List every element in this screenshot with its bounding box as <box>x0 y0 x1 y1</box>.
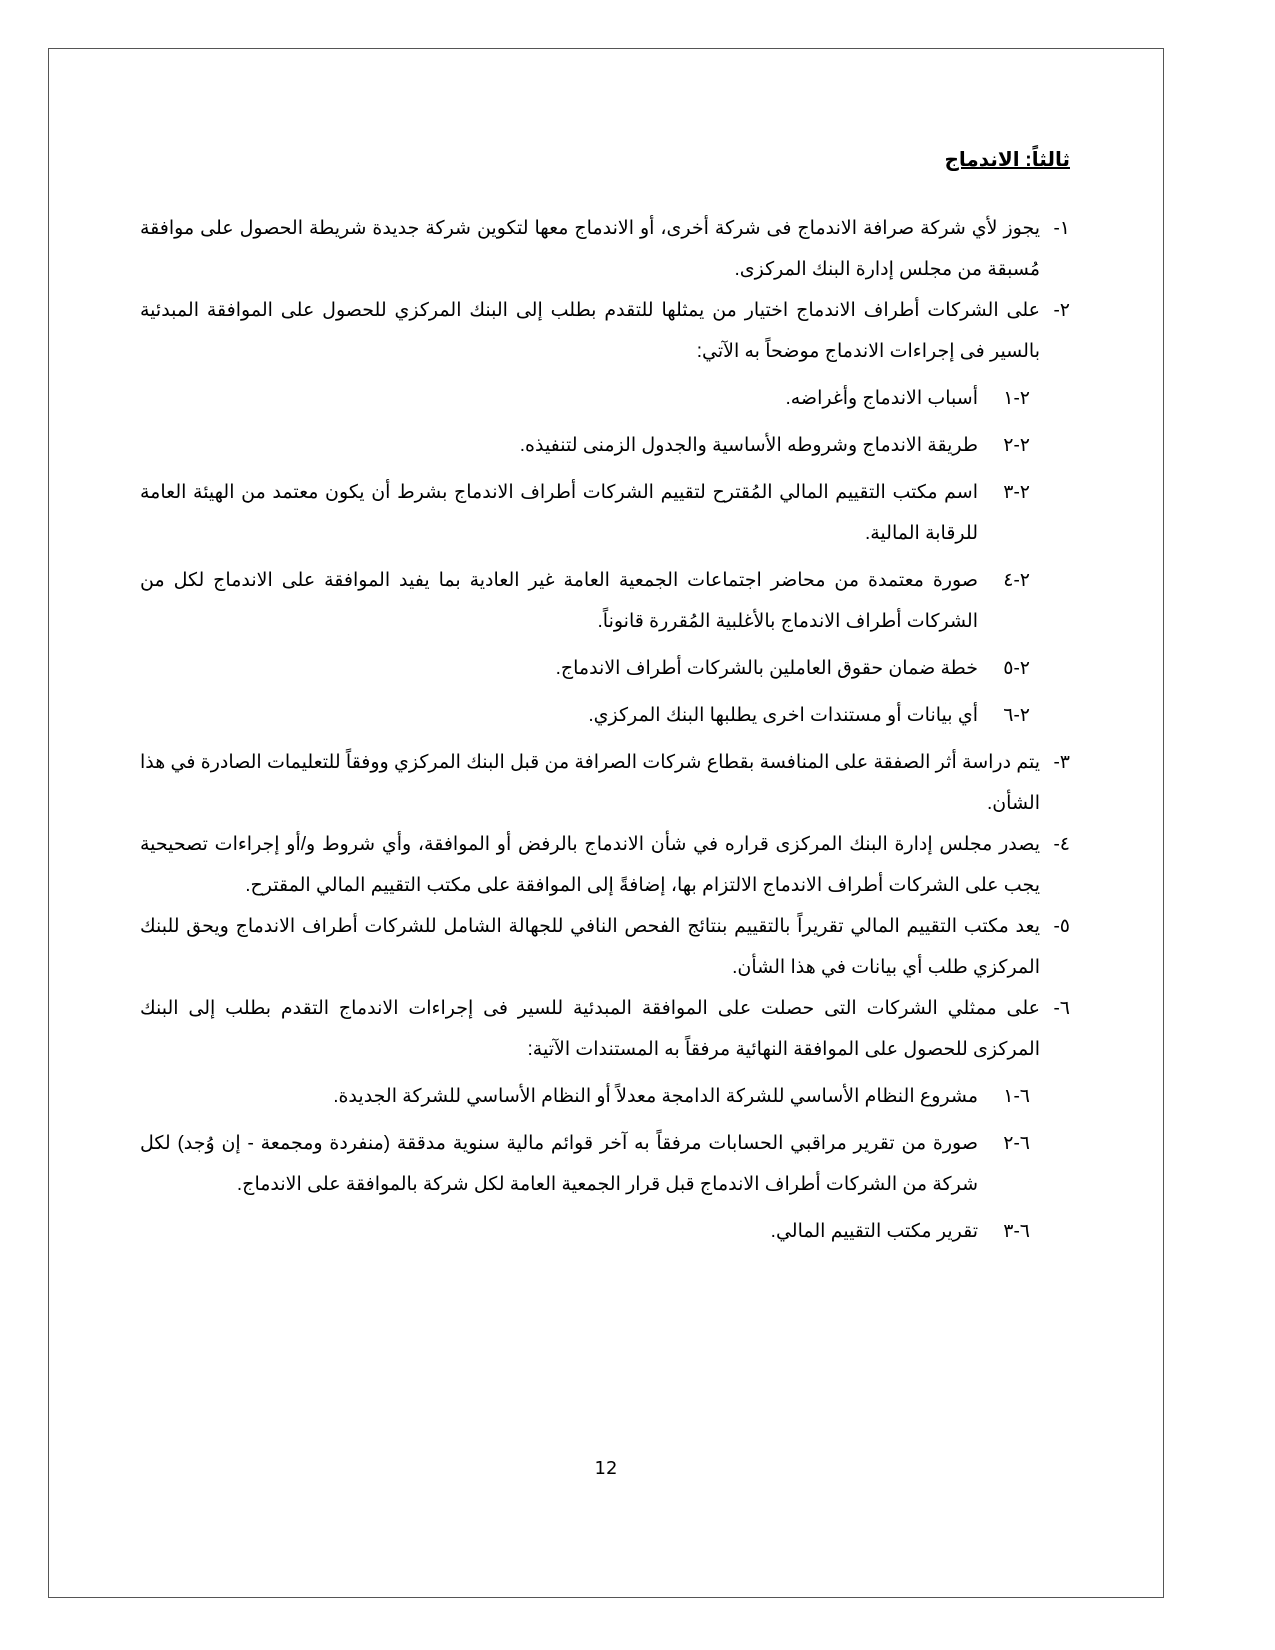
subclause-number: ٢-٤ <box>1003 570 1030 591</box>
subclause-text: أي بيانات أو مستندات اخرى يطلبها البنك المركزي. <box>588 705 978 726</box>
subclause-2-1 <box>140 378 1030 419</box>
clause-text: يجوز لأي شركة صرافة الاندماج فى شركة أخرى، أو الاندماج معها لتكوين شركة جديدة شريطة الحصول على موافقة مُسبقة من مجلس إدارة البنك المركزى. <box>140 218 1040 280</box>
subclause-text: صورة من تقرير مراقبي الحسابات مرفقاً به آخر قوائم مالية سنوية مدققة (منفردة ومجمعة - إن وُجد) لكل شركة من الشركات أطراف الاندماج قبل قرار الجمعية العامة لكل شركة بالموافقة على الاندماج. <box>140 1133 978 1195</box>
clause-6 <box>140 988 1070 1070</box>
subclause-text: طريقة الاندماج وشروطه الأساسية والجدول الزمنى لتنفيذه. <box>519 435 978 456</box>
clause-5 <box>140 906 1070 988</box>
subclause-number: ٦-١ <box>1003 1086 1030 1107</box>
subclause-number: ٦-٣ <box>1003 1221 1030 1242</box>
clause-text: على الشركات أطراف الاندماج اختيار من يمثلها للتقدم بطلب إلى البنك المركزي للحصول على الموافقة المبدئية بالسير فى إجراءات الاندماج موضحاً به الآتي: <box>140 300 1040 362</box>
subclause-number: ٢-١ <box>1003 388 1030 409</box>
subclause-number: ٢-٣ <box>1003 482 1030 503</box>
subclause-number: ٢-٥ <box>1003 658 1030 679</box>
subclause-2-2 <box>140 425 1030 466</box>
subclause-6-1 <box>140 1076 1030 1117</box>
subclause-6-3 <box>140 1211 1030 1252</box>
clause-number: ٢- <box>1053 300 1070 321</box>
clause-number: ٤- <box>1053 834 1070 855</box>
subclause-number: ٢-٦ <box>1003 705 1030 726</box>
clause-text: يعد مكتب التقييم المالي تقريراً بالتقييم بنتائج الفحص النافي للجهالة الشامل للشركات أطراف الاندماج ويحق للبنك المركزي طلب أي بيانات في هذا الشأن. <box>140 916 1040 978</box>
clause-2 <box>140 290 1070 372</box>
subclause-number: ٢-٢ <box>1003 435 1030 456</box>
subclause-number: ٦-٢ <box>1003 1133 1030 1154</box>
subclause-text: خطة ضمان حقوق العاملين بالشركات أطراف الاندماج. <box>555 658 978 679</box>
document-body <box>140 138 1070 1252</box>
subclause-text: مشروع النظام الأساسي للشركة الدامجة معدلاً أو النظام الأساسي للشركة الجديدة. <box>333 1086 978 1107</box>
subclause-text: صورة معتمدة من محاضر اجتماعات الجمعية العامة غير العادية بما يفيد الموافقة على الاندماج لكل من الشركات أطراف الاندماج بالأغلبية المُقررة قانوناً. <box>140 570 978 632</box>
clause-3 <box>140 742 1070 824</box>
subclause-2-5 <box>140 648 1030 689</box>
subclause-text: تقرير مكتب التقييم المالي. <box>770 1221 978 1242</box>
subclause-2-3 <box>140 472 1030 554</box>
subclause-text: اسم مكتب التقييم المالي المُقترح لتقييم الشركات أطراف الاندماج بشرط أن يكون معتمد من الهيئة العامة للرقابة المالية. <box>140 482 978 544</box>
clause-number: ٣- <box>1053 752 1070 773</box>
clause-text: على ممثلي الشركات التى حصلت على الموافقة المبدئية للسير فى إجراءات الاندماج التقدم بطلب إلى البنك المركزى للحصول على الموافقة النهائية مرفقاً به المستندات الآتية: <box>140 998 1040 1060</box>
section-heading: ثالثاً: الاندماج <box>944 149 1070 171</box>
subclause-text: أسباب الاندماج وأغراضه. <box>785 388 978 409</box>
clause-1 <box>140 208 1070 290</box>
clause-number: ١- <box>1053 218 1070 239</box>
clause-number: ٦- <box>1053 998 1070 1019</box>
subclause-2-4 <box>140 560 1030 642</box>
clause-4 <box>140 824 1070 906</box>
page-number: 12 <box>594 1458 618 1479</box>
clause-number: ٥- <box>1053 916 1070 937</box>
clause-text: يصدر مجلس إدارة البنك المركزى قراره في شأن الاندماج بالرفض أو الموافقة، وأي شروط و/أو إجراءات تصحيحية يجب على الشركات أطراف الاندماج الالتزام بها، إضافةً إلى الموافقة على مكتب التقييم المالي المقترح. <box>140 834 1040 896</box>
subclause-2-6 <box>140 695 1030 736</box>
clause-text: يتم دراسة أثر الصفقة على المنافسة بقطاع شركات الصرافة من قبل البنك المركزي ووفقاً للتعليمات الصادرة في هذا الشأن. <box>140 752 1040 814</box>
subclause-6-2 <box>140 1123 1030 1205</box>
